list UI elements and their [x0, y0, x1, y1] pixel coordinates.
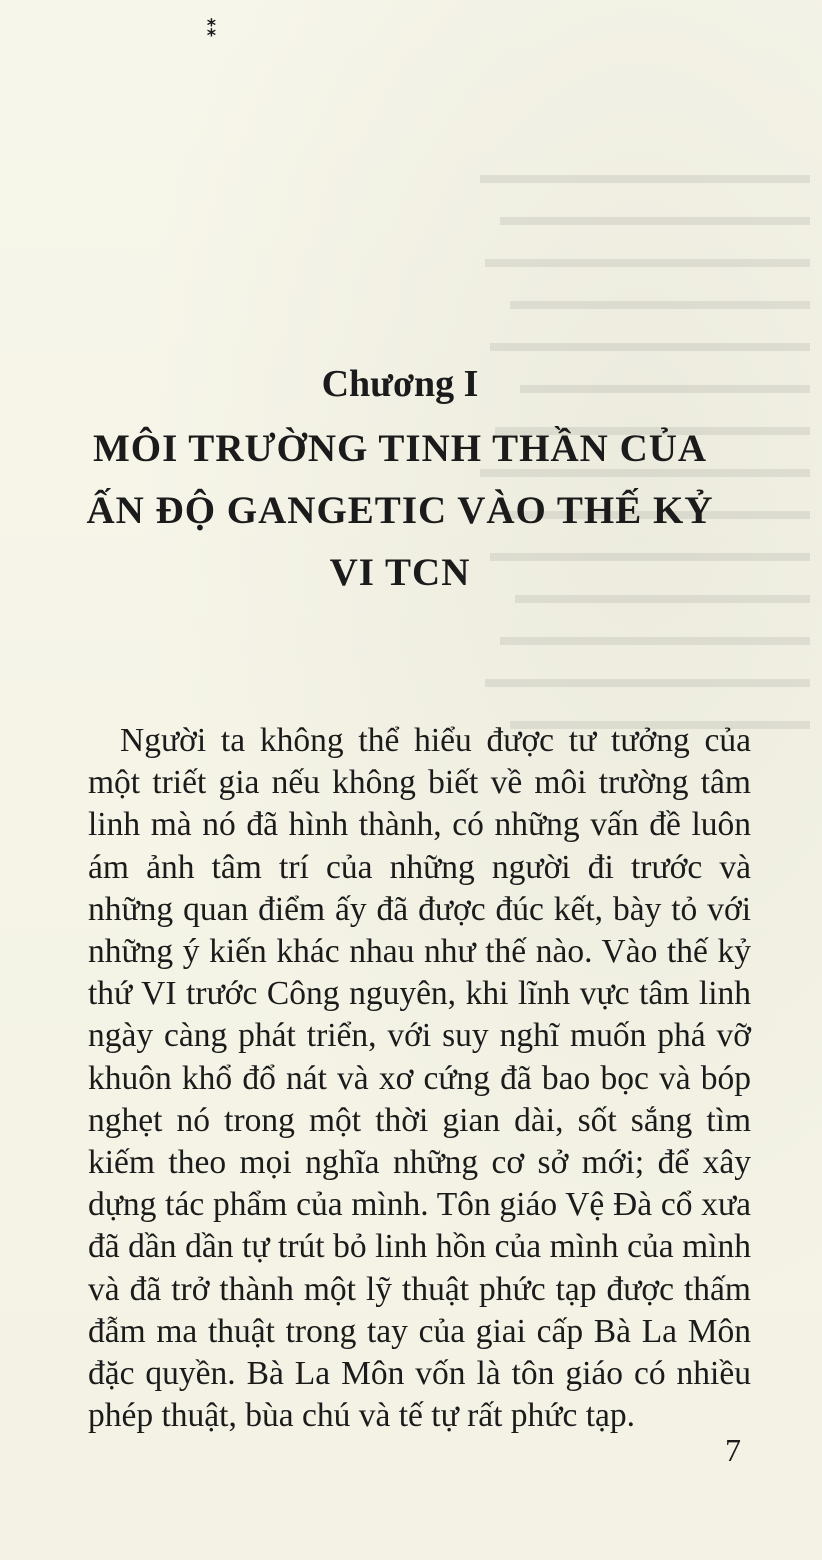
chapter-label: Chương I	[321, 363, 479, 405]
page-corner-mark: ⁑	[206, 16, 218, 41]
page-number: 7	[725, 1432, 741, 1468]
chapter-title-line: VI TCN	[329, 551, 471, 594]
chapter-title-line: ẤN ĐỘ GANGETIC VÀO THẾ KỶ	[86, 489, 714, 532]
body-paragraph: Người ta không thể hiểu được tư tưởng của một triết gia nếu không biết về môi trường tâm linh mà nó đã hình thành, có những vấn đề luôn ám ảnh tâm trí của những người đi trước và những quan điểm ấy đã được đúc kết, bày tỏ với những ý kiến khác nhau như thế nào. Vào thế kỷ thứ VI trước Công nguyên, khi lĩnh vực tâm linh ngày càng phát triển, với suy nghĩ muốn phá vỡ khuôn khổ đổ nát và xơ cứng đã bao bọc và bóp nghẹt nó trong một thời gian dài, sốt sắng tìm kiếm theo mọi nghĩa những cơ sở mới; để xây dựng tác phẩm của mình. Tôn giáo Vệ Đà cổ xưa đã dần dần tự trút bỏ linh hồn của mình của mình và đã trở thành một lỹ thuật phức tạp được thấm đẫm ma thuật trong tay của giai cấp Bà La Môn đặc quyền. Bà La Môn vốn là tôn giáo có nhiều phép thuật, bùa chú và tế tự rất phức tạp.	[88, 722, 751, 1435]
chapter-title-line: MÔI TRƯỜNG TINH THẦN CỦA	[92, 427, 708, 470]
chapter-title	[40, 418, 760, 604]
